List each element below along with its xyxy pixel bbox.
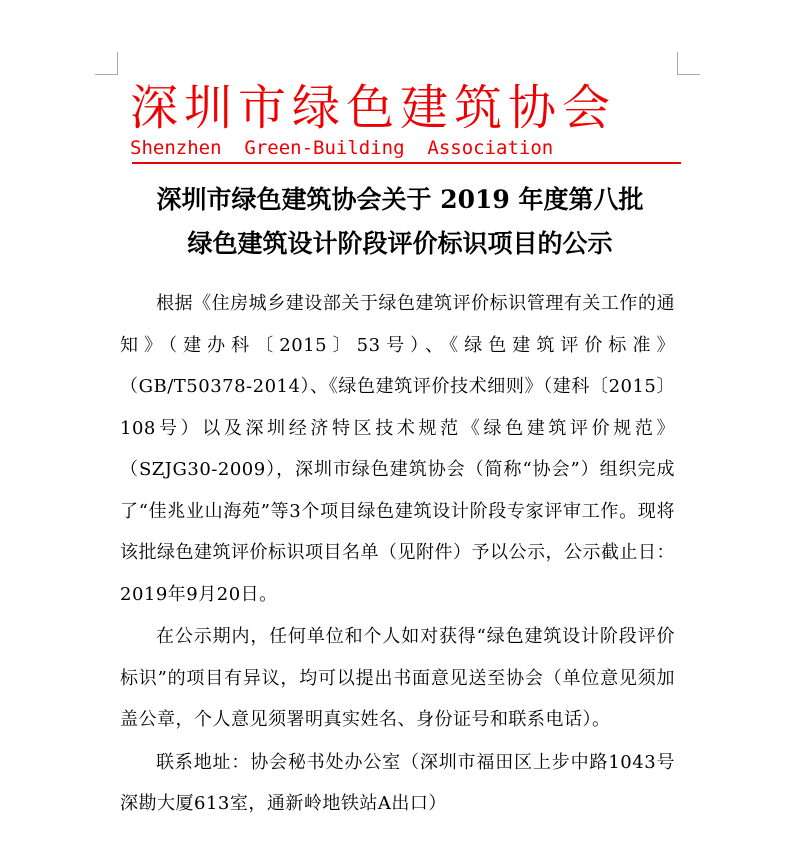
org-name-en: Shenzhen Green-Building Association bbox=[130, 137, 554, 159]
document-title-line-1: 深圳市绿色建筑协会关于 2019 年度第八批 bbox=[156, 185, 644, 214]
paragraph-contact-address: 联系地址：协会秘书处办公室（深圳市福田区上步中路1043号深勘大厦613室，通新岭地铁站A出口） bbox=[120, 751, 675, 814]
paragraph-basis: 根据《住房城乡建设部关于绿色建筑评价标识管理有关工作的通知》（建办科〔2015〕53号）、《绿色建筑评价标准》（GB/T50378-2014）、《绿色建筑评价技术细则》（建科〔2015〕108号）以及深圳经济特区技术规范《绿色建筑评价规范》（SZJG30-2009），深圳市绿色建筑协会（简称“协会”）组织完成了“佳兆业山海苑”等3个项目绿色建筑设计阶段专家评审工作。现将该批绿色建筑评价标识项目名单（见附件）予以公示，公示截止日：2019年9月20日。 bbox=[120, 293, 675, 605]
org-name-cn: 深圳市绿色建筑协会 bbox=[130, 80, 617, 136]
document-body bbox=[120, 283, 675, 826]
page-corner-mark-top-left bbox=[95, 52, 118, 75]
document-title bbox=[110, 178, 690, 266]
letterhead-rule bbox=[132, 162, 681, 164]
document-title-line-2: 绿色建筑设计阶段评价标识项目的公示 bbox=[187, 229, 613, 258]
letterhead bbox=[130, 80, 690, 159]
page-corner-mark-top-right bbox=[677, 52, 700, 75]
paragraph-objection: 在公示期内，任何单位和个人如对获得“绿色建筑设计阶段评价标识”的项目有异议，均可以提出书面意见送至协会（单位意见须加盖公章，个人意见须署明真实姓名、身份证号和联系电话）。 bbox=[120, 626, 675, 730]
